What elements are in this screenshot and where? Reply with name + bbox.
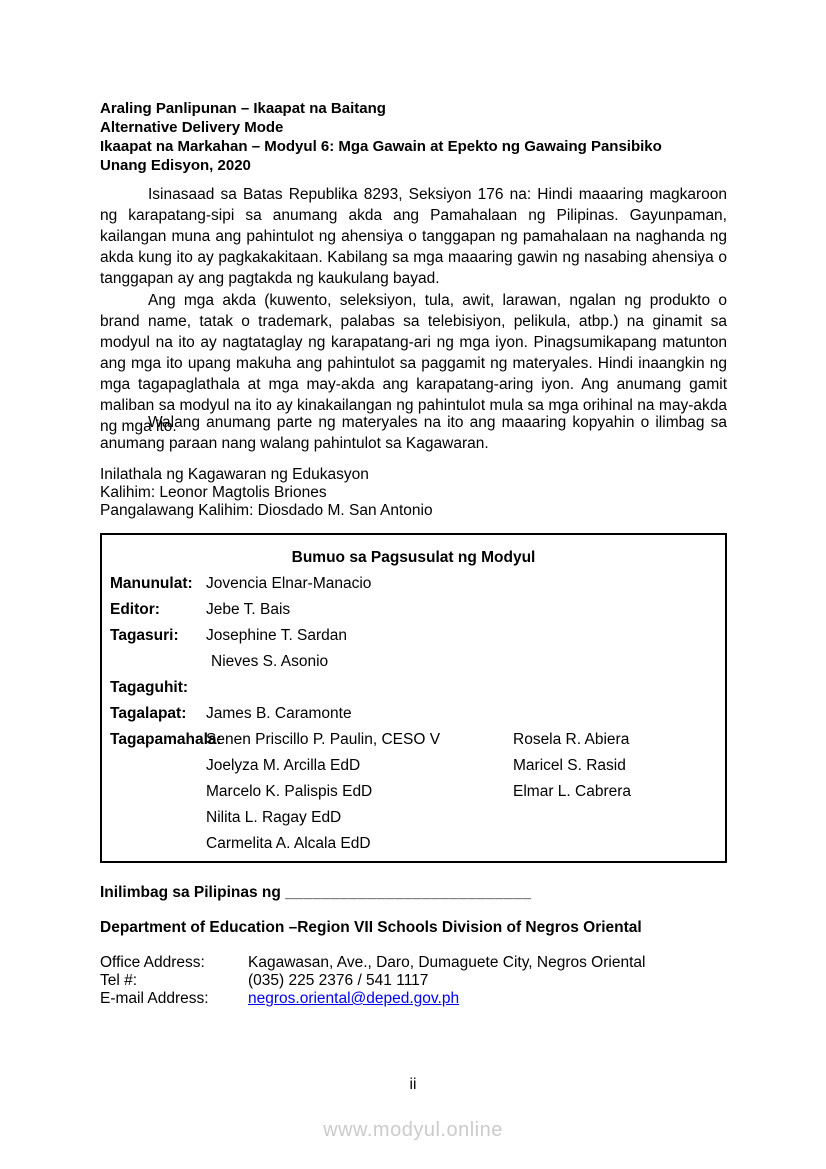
office-address-label: Office Address:	[100, 954, 205, 971]
office-address-row	[100, 954, 727, 972]
printed-in-label: Inilimbag sa Pilipinas ng	[100, 884, 286, 901]
secretary-line: Kalihim: Leonor Magtolis Briones	[100, 484, 327, 501]
telephone-row	[100, 972, 727, 990]
edition-line: Unang Edisyon, 2020	[100, 157, 251, 174]
reviewer-name: Nieves S. Asonio	[211, 653, 329, 670]
division-title: Department of Education –Region VII Schools Division of Negros Oriental	[100, 919, 642, 936]
contact-block	[100, 954, 727, 1008]
management-team-member: Marcelo K. Palispis EdD	[206, 783, 373, 800]
management-team-member: Elmar L. Cabrera	[513, 783, 632, 800]
management-team-member: Nilita L. Ragay EdD	[206, 809, 342, 826]
development-team-box	[100, 533, 727, 863]
delivery-mode-line: Alternative Delivery Mode	[100, 119, 284, 136]
writer-label: Manunulat:	[110, 575, 193, 592]
editor-name: Jebe T. Bais	[206, 601, 291, 618]
copyright-paragraph-2: Ang mga akda (kuwento, seleksiyon, tula, awit, larawan, ngalan ng produkto o brand name, tatak o trademark, palabas sa telebisiyon, pelikula, atbp.) na ginamit sa modyul na ito ay nagtataglay ng karapatang-ari ng mga iyon. Pinagsumikapang matunton ang mga ito upang makuha ang pahintulot sa paggamit ng materyales. Hindi inaangkin ng mga tagapaglathala at mga may-akda ang karapatang-aring iyon. Ang anumang gamit maliban sa modyul na ito ay kinakailangan ng pahintulot mula sa mga orihinal na may-akda ng mga ito.	[100, 292, 727, 435]
telephone-value: (035) 225 2376 / 541 1117	[248, 972, 429, 989]
writer-name: Jovencia Elnar-Manacio	[206, 575, 372, 592]
published-by-line: Inilathala ng Kagawaran ng Edukasyon	[100, 466, 369, 483]
reviewer-name: Josephine T. Sardan	[206, 627, 348, 644]
management-team-label: Tagapamahala:	[110, 731, 222, 748]
copyright-paragraph-3: Walang anumang parte ng materyales na ito ang maaaring kopyahin o ilimbag sa anumang paraan nang walang pahintulot sa Kagawaran.	[100, 414, 727, 452]
undersecretary-line: Pangalawang Kalihim: Diosdado M. San Antonio	[100, 502, 433, 519]
editor-label: Editor:	[110, 601, 160, 618]
printed-in-blank: ___________________________	[285, 884, 532, 901]
credits-row-reviewers	[110, 623, 717, 675]
reviewers-names	[206, 623, 347, 675]
credits-row-writer	[110, 571, 717, 597]
office-address-value: Kagawasan, Ave., Daro, Dumaguete City, Negros Oriental	[248, 954, 646, 971]
watermark-text: www.modyul.online	[323, 1119, 503, 1141]
development-team-title: Bumuo sa Pagsusulat ng Modyul	[291, 549, 536, 566]
management-team-member: Maricel S. Rasid	[513, 757, 626, 774]
publisher-block	[100, 466, 727, 520]
credits-row-layout-artist	[110, 701, 717, 727]
telephone-label: Tel #:	[100, 972, 138, 989]
reviewers-label: Tagasuri:	[110, 627, 179, 644]
credits-row-editor	[110, 597, 717, 623]
illustrator-label: Tagaguhit:	[110, 679, 189, 696]
management-team-member: Joelyza M. Arcilla EdD	[206, 757, 361, 774]
management-team-member: Carmelita A. Alcala EdD	[206, 835, 371, 852]
email-link[interactable]: negros.oriental@deped.gov.ph	[248, 990, 460, 1007]
email-label: E-mail Address:	[100, 990, 209, 1007]
credits-row-illustrator	[110, 675, 717, 701]
management-team-member: Senen Priscillo P. Paulin, CESO V	[206, 731, 441, 748]
management-team-left-column	[206, 727, 513, 857]
email-row	[100, 990, 727, 1008]
copyright-paragraph-1: Isinasaad sa Batas Republika 8293, Seksiyon 176 na: Hindi maaaring magkaroon ng karapatang-sipi sa anumang akda ang Pamahalaan ng Pilipinas. Gayunpaman, kailangan muna ang pahintulot ng ahensiya o tanggapan ng pamahalaan na naghanda ng akda kung ito ay pagkakakitaan. Kabilang sa mga maaaring gawin ng nasabing ahensiya o tanggapan ay ang pagtakda ng kaukulang bayad.	[100, 186, 727, 287]
layout-artist-name: James B. Caramonte	[206, 705, 352, 722]
management-team-right-column	[513, 727, 717, 857]
module-title-block	[100, 99, 740, 175]
layout-artist-label: Tagalapat:	[110, 705, 187, 722]
subject-grade-line: Araling Panlipunan – Ikaapat na Baitang	[100, 100, 386, 117]
page-number: ii	[409, 1076, 417, 1093]
credits-row-management-team	[110, 727, 717, 857]
management-team-member: Rosela R. Abiera	[513, 731, 630, 748]
quarter-module-line: Ikaapat na Markahan – Modyul 6: Mga Gawain at Epekto ng Gawaing Pansibiko	[100, 138, 662, 155]
printed-in-line	[100, 883, 531, 902]
